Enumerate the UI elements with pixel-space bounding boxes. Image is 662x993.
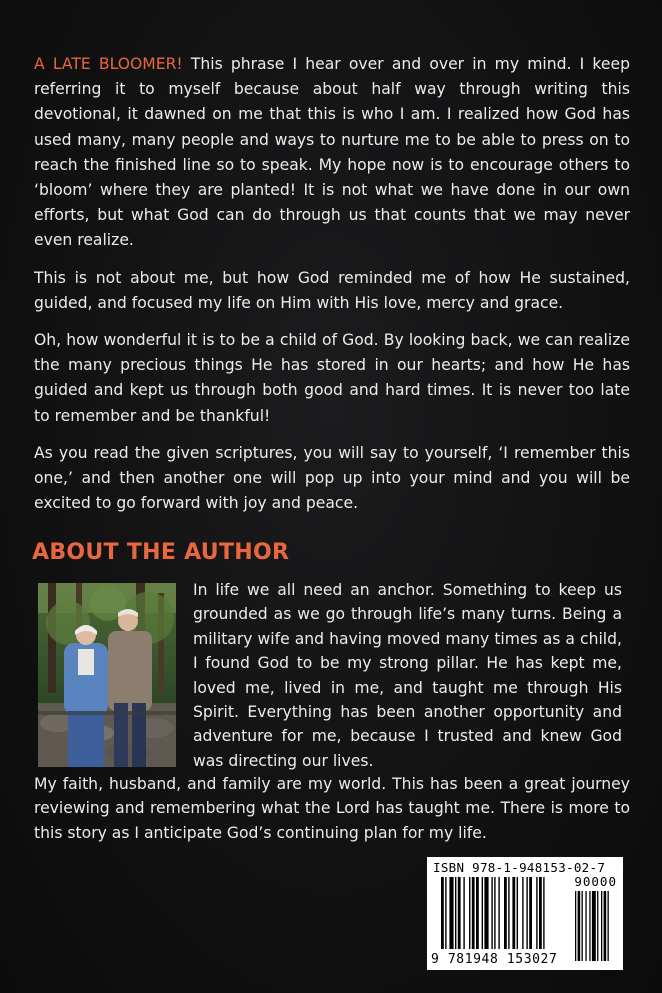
barcode-bar xyxy=(458,877,461,949)
barcode-bar xyxy=(517,877,518,949)
barcode-bar xyxy=(445,877,446,949)
barcode-bar xyxy=(469,877,470,949)
addon-bar xyxy=(604,891,607,961)
barcode-bar xyxy=(494,877,495,949)
intro-paragraph-2: This is not about me, but how God reminded me of how He sustained, guided, and focused my life on Him with His love, mercy and grace. xyxy=(34,268,630,312)
ean-digits: 9 781948 153027 xyxy=(431,952,558,967)
barcode-bar xyxy=(536,877,537,949)
barcode-bar xyxy=(463,877,464,949)
barcode-bar xyxy=(526,877,527,949)
addon-bar xyxy=(582,891,583,961)
addon-bar xyxy=(585,891,586,961)
barcode-bar xyxy=(491,877,492,949)
barcode-bar xyxy=(539,877,542,949)
barcode-bar xyxy=(484,877,488,949)
addon-bar xyxy=(592,891,596,961)
barcode-bar xyxy=(512,877,515,949)
barcode-bar xyxy=(441,877,444,949)
barcode-bar xyxy=(508,877,509,949)
intro-paragraph-1 xyxy=(34,52,630,254)
addon-bar xyxy=(575,891,576,961)
barcode-bar xyxy=(482,877,483,949)
addon-bar xyxy=(589,891,590,961)
barcode-bar xyxy=(529,877,532,949)
intro-paragraph-4: As you read the given scriptures, you will say to yourself, ‘I remember this one,’ and then another one will pop up into your mind and you will be excited to go forward with joy and peace. xyxy=(34,443,630,513)
addon-bar xyxy=(601,891,602,961)
barcode-bar xyxy=(498,877,499,949)
barcode-bar xyxy=(449,877,453,949)
author-bio: In life we all need an anchor. Something to keep us grounded as we go through life’s many turns. Being a military wife and having moved many times as a child, I found God to be my strong pillar. He has kept me, loved me, lived in me, and taught me through His Spirit. Everything has been another opportunity and adventure for me, because I trusted and knew God was directing our lives. xyxy=(193,581,622,770)
isbn-label: ISBN 978-1-948153-02-7 xyxy=(433,860,606,875)
intro-section xyxy=(34,52,630,528)
intro-paragraph-1-text: This phrase I hear over and over in my mind. I keep referring it to myself because about half way through writing this devotional, it dawned on me that this is who I am. I realized how God has used many, many people and ways to nurture me to be able to press on to reach the finished line so to speak. My hope now is to encourage others to ‘bloom’ where they are planted! It is not what we have done in our own efforts, but what God can do through us that counts that we may never even realize. xyxy=(34,55,630,250)
isbn-barcode xyxy=(427,857,623,970)
author-photo xyxy=(38,583,176,767)
addon-bar xyxy=(597,891,598,961)
price-addon-digits: 90000 xyxy=(574,874,617,889)
author-photo-image xyxy=(38,583,176,767)
barcode-bar xyxy=(522,877,523,949)
addon-bar xyxy=(608,891,609,961)
late-bloomer-lead: A LATE BLOOMER! xyxy=(34,55,183,73)
author-bio-continued: My faith, husband, and family are my world. This has been a great journey reviewing and remembering what the Lord has taught me. There is more to this story as I anticipate God’s continuing plan for my life. xyxy=(34,775,630,842)
barcode-bar xyxy=(455,877,456,949)
barcode-bar xyxy=(472,877,475,949)
intro-paragraph-3: Oh, how wonderful it is to be a child of God. By looking back, we can realize the many precious things He has stored in our hearts; and how He has guided and kept us through both good and hard times. It is never too late to remember and be thankful! xyxy=(34,331,630,425)
barcode-bar xyxy=(543,877,544,949)
about-author-heading: ABOUT THE AUTHOR xyxy=(32,540,290,565)
barcode-bar xyxy=(476,877,479,949)
barcode-bar xyxy=(504,877,507,949)
addon-bar xyxy=(578,891,581,961)
